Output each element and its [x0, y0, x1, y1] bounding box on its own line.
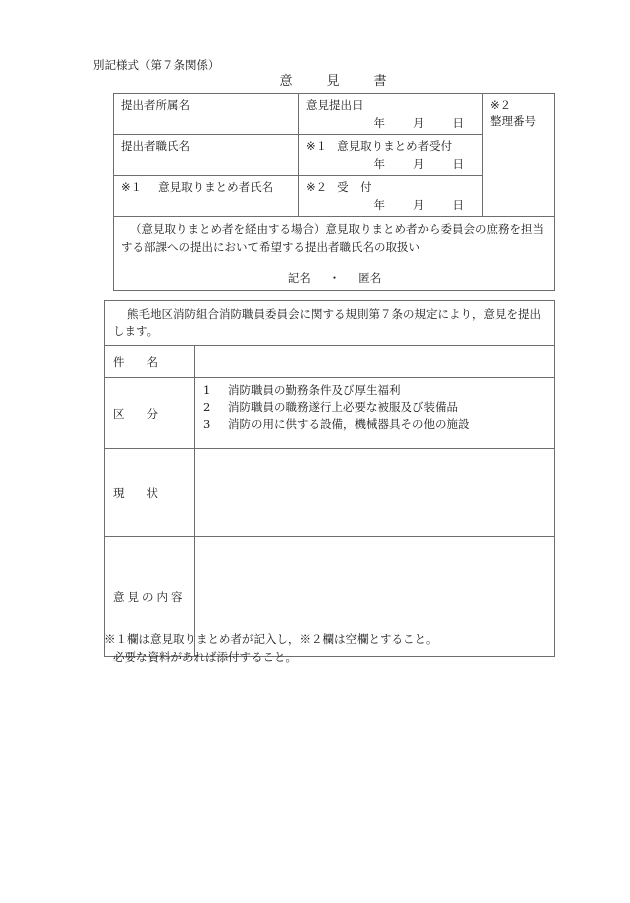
- category-item-text: 消防職員の職務遂行上必要な被服及び装備品: [228, 400, 458, 414]
- footnote-1: ※１欄は意見取りまとめ者が記入し，※２欄は空欄とすること。: [104, 632, 438, 646]
- cell-intro-statement: [105, 301, 555, 346]
- ref2-mark: ※２: [306, 180, 328, 194]
- name-handling-paragraph: （意見取りまとめ者を経由する場合）意見取りまとめ者から委員会の庶務を担当する部課への提出において希望する提出者職氏名の取扱い: [121, 222, 544, 254]
- choice-signed-option[interactable]: 記名: [287, 271, 311, 285]
- year-glyph: 年: [373, 116, 385, 130]
- label-category: [105, 378, 195, 449]
- field-current-situation[interactable]: [195, 449, 555, 537]
- category-item-text: 消防の用に供する設備，機械器具その他の施設: [228, 417, 470, 431]
- label-subject: [105, 346, 195, 378]
- month-glyph: 月: [413, 198, 425, 212]
- ref2-mark: ※２: [490, 98, 512, 112]
- cell-name-handling-notice[interactable]: [114, 217, 555, 291]
- table-row: [114, 94, 555, 135]
- submission-date-label: 意見提出日: [306, 98, 364, 112]
- cell-aggregator-receipt[interactable]: [299, 135, 483, 176]
- day-glyph: 日: [452, 157, 464, 171]
- list-item[interactable]: [203, 399, 547, 416]
- office-receipt-label: 受 付: [337, 180, 372, 194]
- field-category[interactable]: [195, 378, 555, 449]
- opinion-content-table: [104, 300, 555, 657]
- day-glyph: 日: [452, 116, 464, 130]
- submitter-name-label: 提出者職氏名: [121, 139, 190, 153]
- aggregator-name-label: 意見取りまとめ者氏名: [158, 180, 274, 194]
- date-placeholder-line: [306, 197, 476, 213]
- cell-office-receipt[interactable]: [299, 176, 483, 217]
- submitter-affiliation-label: 提出者所属名: [121, 98, 190, 112]
- cell-submitter-name[interactable]: [114, 135, 299, 176]
- office-receipt-line: [306, 179, 476, 195]
- table-row: [114, 217, 555, 291]
- cell-submitter-affiliation[interactable]: [114, 94, 299, 135]
- intro-statement-text: 熊毛地区消防組合消防職員委員会に関する規則第７条の規定により，意見を提出します。: [113, 307, 541, 338]
- footnote-2: 必要な資料があれば添付すること。: [113, 650, 297, 664]
- year-glyph: 年: [373, 157, 385, 171]
- ref2-label: 整理番号: [490, 114, 536, 128]
- category-item-number: 3: [203, 417, 211, 431]
- label-current-situation: [105, 449, 195, 537]
- table-row: [105, 346, 555, 378]
- submitter-info-table: [113, 93, 555, 291]
- category-item-number: 1: [203, 383, 211, 397]
- category-item-text: 消防職員の勤務条件及び厚生福利: [228, 383, 401, 397]
- list-item[interactable]: [203, 382, 547, 399]
- aggregator-name-line: [121, 179, 292, 195]
- form-code-label: 別記様式（第７条関係）: [93, 58, 220, 72]
- category-item-number: 2: [203, 400, 211, 414]
- cell-aggregator-name[interactable]: [114, 176, 299, 217]
- month-glyph: 月: [413, 116, 425, 130]
- table-row: [105, 378, 555, 449]
- category-option-list: [203, 382, 547, 433]
- day-glyph: 日: [452, 198, 464, 212]
- document-title: 意見書: [279, 74, 421, 89]
- cell-submission-date[interactable]: [299, 94, 483, 135]
- month-glyph: 月: [413, 157, 425, 171]
- table-row: [105, 449, 555, 537]
- label-category-text: 区分: [113, 406, 180, 421]
- label-opinion-content-text: 意見の内容: [113, 590, 186, 604]
- table-row: [105, 301, 555, 346]
- ref1-mark: ※１: [121, 180, 143, 194]
- footnotes: [104, 630, 438, 666]
- aggregator-receipt-label: 意見取りまとめ者受付: [337, 139, 453, 153]
- label-subject-text: 件名: [113, 355, 180, 369]
- choice-separator: ・: [328, 271, 341, 285]
- date-placeholder-line: [306, 156, 476, 172]
- aggregator-receipt-line: [306, 138, 476, 154]
- ref1-mark: ※１: [306, 139, 328, 153]
- label-current-situation-text: 現状: [113, 486, 180, 500]
- list-item[interactable]: [203, 416, 547, 433]
- year-glyph: 年: [373, 198, 385, 212]
- cell-reference-number[interactable]: [483, 94, 555, 217]
- choice-anonymous-option[interactable]: 匿名: [358, 271, 382, 285]
- date-placeholder-line: [306, 115, 476, 131]
- name-handling-choice-line: [121, 269, 548, 287]
- field-subject[interactable]: [195, 346, 555, 378]
